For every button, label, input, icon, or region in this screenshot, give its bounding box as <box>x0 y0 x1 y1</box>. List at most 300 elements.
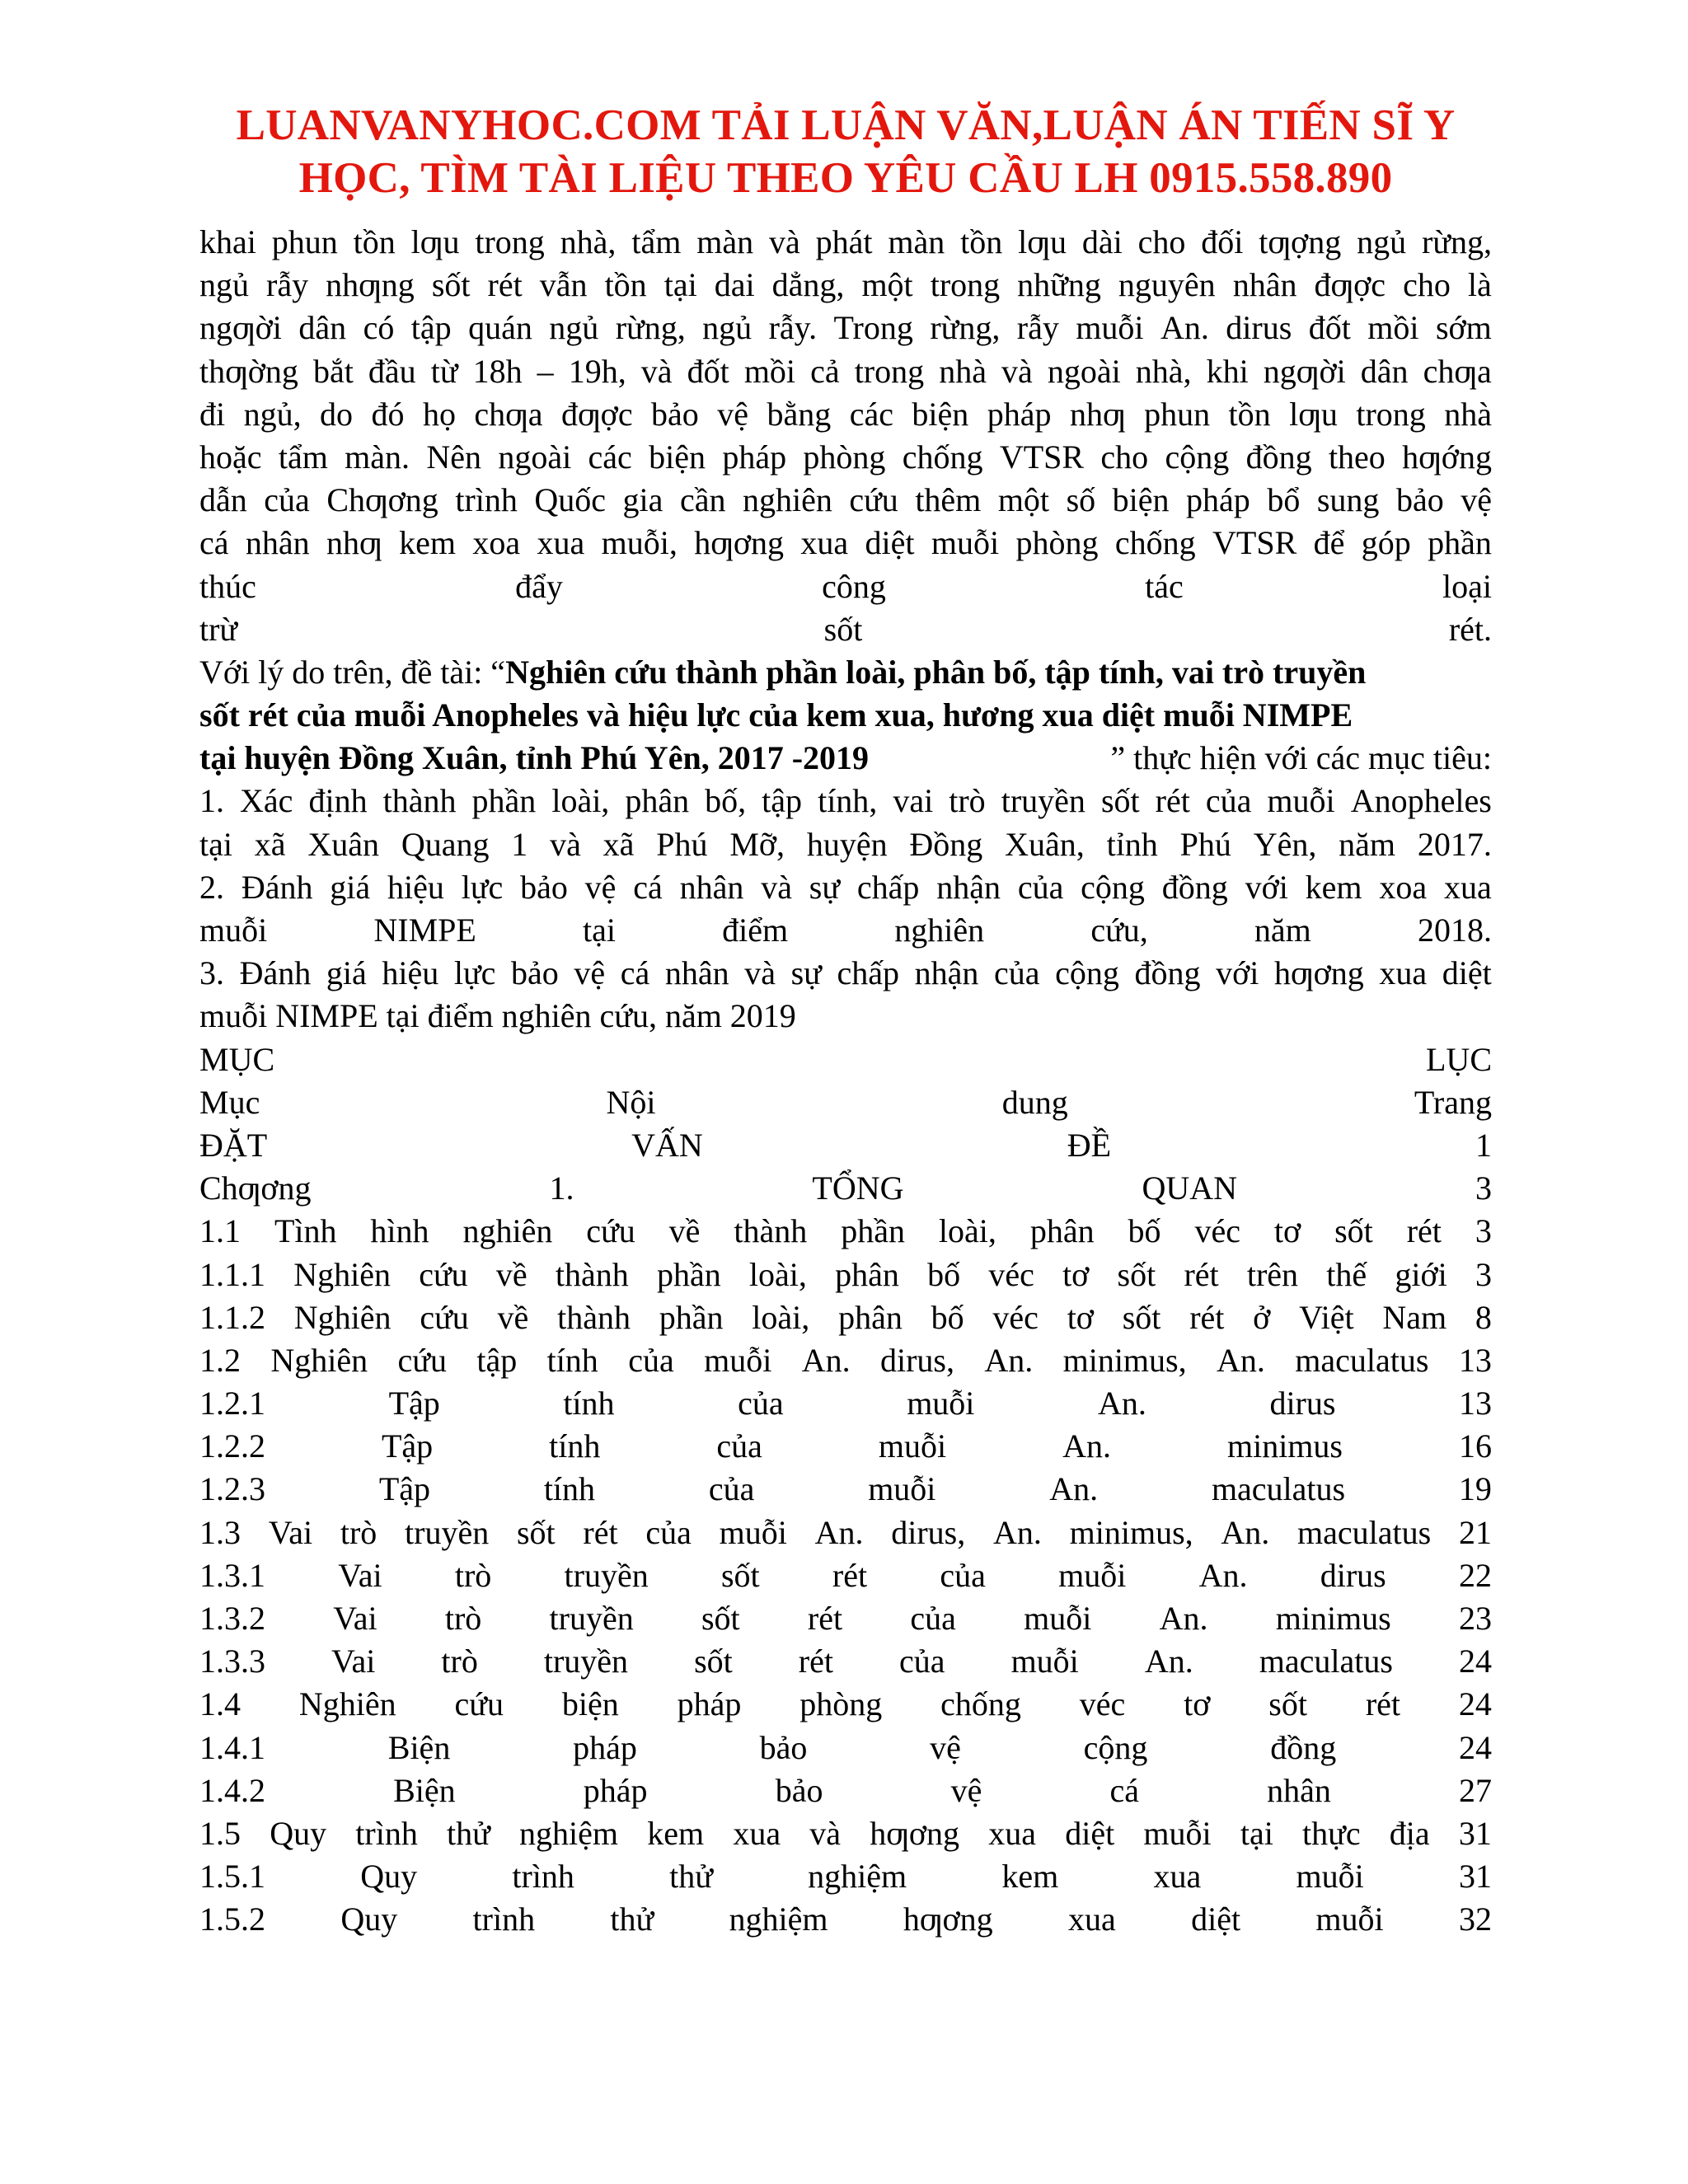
word: nhà, <box>1135 352 1192 390</box>
word: tại <box>1240 1814 1273 1852</box>
word: có <box>363 309 395 347</box>
word: phòng <box>1015 524 1099 562</box>
topic-title-part-2: sốt rét của muỗi Anopheles và hiệu lực của kem xua, hương xua diệt muỗi NIMPE <box>199 696 1353 734</box>
word: đồng <box>1245 438 1312 476</box>
word: 1.2.3 <box>199 1470 265 1508</box>
word: minimus, <box>1062 1341 1187 1379</box>
word: Nghiên <box>293 1298 392 1336</box>
word: maculatus <box>1297 1513 1432 1551</box>
word: muỗi <box>1143 1814 1212 1852</box>
word: 13 <box>1459 1385 1492 1422</box>
word: bắt <box>312 352 354 390</box>
word: thành <box>557 1298 631 1336</box>
word: rừng, <box>1421 223 1492 260</box>
word: Nghiên <box>298 1685 396 1723</box>
word: đồng <box>1161 868 1228 906</box>
word: đồng <box>1270 1728 1337 1766</box>
word: sốt <box>1117 1255 1156 1293</box>
table-of-contents <box>199 1038 1492 1942</box>
word: xua <box>733 1814 781 1852</box>
word: pháp <box>1186 481 1250 519</box>
word: của <box>628 1341 674 1379</box>
word: dân <box>298 309 347 347</box>
word: nhà <box>1444 395 1492 433</box>
word: bố <box>931 1298 964 1336</box>
word: An. <box>814 1513 864 1551</box>
word: phân <box>835 1255 899 1293</box>
topic-statement <box>199 651 1492 780</box>
word: 22 <box>1458 1556 1492 1594</box>
word: xoa <box>1379 868 1428 906</box>
word: cá <box>633 868 663 906</box>
word: các <box>588 438 632 476</box>
word: cần <box>679 481 726 519</box>
word: 3 <box>1475 1212 1492 1250</box>
word: thêm <box>915 481 982 519</box>
word: ngủ <box>1357 223 1407 260</box>
toc-row <box>199 1167 1492 1210</box>
word: loài, <box>938 1212 996 1250</box>
word: vệ <box>584 868 617 906</box>
word: rét <box>1155 782 1190 820</box>
word: bảo <box>520 868 568 906</box>
word: hƣơng <box>903 1900 993 1938</box>
word: loại <box>1442 567 1492 605</box>
word: tập <box>762 782 803 820</box>
word: tập <box>476 1341 518 1379</box>
word: muỗi <box>704 1341 772 1379</box>
word: ở <box>1253 1298 1271 1336</box>
word: loài, <box>752 1298 810 1336</box>
watermark-header <box>199 99 1492 204</box>
word: sốt <box>1100 782 1140 820</box>
word: trình <box>355 1814 418 1852</box>
word: ngƣời <box>199 309 282 347</box>
word: rừng, <box>930 309 1001 347</box>
word: trò <box>949 782 986 820</box>
word: An. <box>1198 1556 1248 1594</box>
word: nhƣ <box>1069 395 1126 433</box>
word: của <box>738 1385 784 1422</box>
word: Tập <box>388 1385 440 1422</box>
word: của <box>645 1513 692 1551</box>
objective-line <box>199 780 1492 823</box>
word: Quy <box>270 1814 327 1852</box>
word: biện <box>912 395 969 433</box>
toc-row <box>199 1683 1492 1726</box>
word: 1.3 <box>199 1513 241 1551</box>
word: cá <box>199 524 229 562</box>
word: minimus, <box>1069 1513 1193 1551</box>
word: và <box>761 868 792 906</box>
word: maculatus <box>1295 1341 1429 1379</box>
word: chƣa <box>1423 352 1492 390</box>
word: phần <box>659 1298 724 1336</box>
word: và <box>640 352 673 390</box>
word: 1.3.1 <box>199 1556 265 1594</box>
toc-row <box>199 1727 1492 1769</box>
word: mồi <box>743 352 796 390</box>
word: sốt <box>720 1556 760 1594</box>
word: màn. <box>345 438 410 476</box>
word: Phú <box>1179 825 1231 863</box>
word: ngoài <box>1047 352 1121 390</box>
word: Nên <box>426 438 481 476</box>
word: tại <box>199 825 232 863</box>
word: phần <box>1428 524 1492 562</box>
word: – <box>537 352 554 390</box>
word: tơ <box>1067 1298 1094 1336</box>
word: chống <box>902 438 983 476</box>
word: tính <box>546 1341 598 1379</box>
word: trừ <box>199 610 238 648</box>
word: đi <box>199 395 226 433</box>
word: véc <box>1079 1685 1126 1723</box>
word: thử <box>447 1814 490 1852</box>
word: chƣa <box>474 395 543 433</box>
word: tồn <box>1228 395 1271 433</box>
word: thế <box>1326 1255 1367 1293</box>
word: sốt <box>1268 1685 1307 1723</box>
word: véc <box>1194 1212 1240 1250</box>
word: của <box>899 1643 945 1680</box>
word: An. <box>992 1513 1042 1551</box>
word: hiệu <box>382 954 439 992</box>
word: ĐẶT <box>199 1126 268 1164</box>
toc-row <box>199 1382 1492 1425</box>
word: sốt <box>516 1513 556 1551</box>
topic-outro: ” thực hiện với các mục tiêu: <box>1110 739 1492 777</box>
word: dirus <box>1269 1385 1336 1422</box>
word: cứu <box>397 1341 447 1379</box>
word: diệt <box>1065 1814 1115 1852</box>
word: nghiệm <box>519 1814 619 1852</box>
objective-line <box>199 952 1492 995</box>
word: chấp <box>856 868 920 906</box>
toc-row <box>199 1898 1492 1941</box>
word: 1. <box>549 1169 574 1207</box>
word: ngoài <box>498 438 572 476</box>
paragraph-line <box>199 264 1492 307</box>
word: địa <box>1389 1814 1430 1852</box>
word: là <box>1467 266 1492 304</box>
word: cứu <box>586 1212 635 1250</box>
word: 24 <box>1458 1643 1492 1680</box>
word: vệ <box>717 395 749 433</box>
toc-row <box>199 1769 1492 1812</box>
word: theo <box>1328 438 1386 476</box>
word: cứu <box>849 481 898 519</box>
word: rét <box>1184 1255 1219 1293</box>
word: truyền <box>405 1513 490 1551</box>
word: xua <box>1379 954 1428 992</box>
word: khi <box>1206 352 1249 390</box>
word: rét <box>807 1600 843 1637</box>
word: bảo <box>651 395 699 433</box>
word: rẫy. <box>768 309 818 347</box>
word: sốt <box>1122 1298 1161 1336</box>
word: bổ <box>1267 481 1301 519</box>
word: xua <box>1153 1858 1202 1896</box>
word: bố <box>1128 1212 1161 1250</box>
paragraph-line <box>199 350 1492 393</box>
word: và <box>809 1814 842 1852</box>
word: minimus <box>1275 1600 1391 1637</box>
word: diệt <box>1442 954 1492 992</box>
word: công <box>822 567 886 605</box>
word: 31 <box>1458 1814 1492 1852</box>
word: 1.4.2 <box>199 1771 265 1809</box>
word: với <box>1245 868 1288 906</box>
word: đó <box>371 395 405 433</box>
word: 21 <box>1458 1513 1492 1551</box>
word: Biện <box>387 1728 451 1766</box>
word: trong <box>475 223 545 260</box>
word: rừng, <box>615 309 686 347</box>
word: khai <box>199 223 256 260</box>
word: ngủ <box>549 309 599 347</box>
word: xua <box>988 1814 1037 1852</box>
word: kem <box>1305 868 1362 906</box>
word: cho <box>1403 266 1451 304</box>
word: sốt <box>431 266 471 304</box>
word: 2018. <box>1417 912 1492 949</box>
word: đốt <box>1308 309 1351 347</box>
word: LỤC <box>1426 1040 1492 1078</box>
word: 18h <box>472 352 523 390</box>
word: đối <box>1201 223 1244 260</box>
word: của <box>1205 782 1252 820</box>
word: 1.3.2 <box>199 1600 265 1637</box>
word: Quốc <box>534 481 607 519</box>
word: phòng <box>799 1685 883 1723</box>
word: QUAN <box>1142 1169 1237 1207</box>
word: với <box>1216 954 1259 992</box>
word: maculatus <box>1211 1470 1346 1508</box>
word: minimus <box>1226 1427 1343 1465</box>
word: Đánh <box>241 868 313 906</box>
word: 19 <box>1458 1470 1492 1508</box>
word: tính, <box>818 782 878 820</box>
paragraph-line <box>199 307 1492 349</box>
word: Quy <box>360 1858 418 1896</box>
word: Vai <box>333 1600 377 1637</box>
word: 3 <box>1475 1255 1492 1293</box>
word: muỗi <box>719 1513 787 1551</box>
word: phòng <box>803 438 886 476</box>
word: muỗi <box>1315 1900 1384 1938</box>
word: về <box>497 1298 529 1336</box>
word: trong <box>1356 395 1426 433</box>
objectives-list <box>199 780 1492 1038</box>
word: rẫy <box>266 266 309 304</box>
word: 19h, <box>568 352 626 390</box>
word: xua <box>1068 1900 1116 1938</box>
word: phân <box>838 1298 903 1336</box>
word: năm <box>1254 912 1311 949</box>
word: bằng <box>767 395 832 433</box>
word: một <box>997 481 1050 519</box>
word: rét <box>1365 1685 1401 1723</box>
word: Phú <box>656 825 708 863</box>
word: nhƣ <box>326 524 382 562</box>
word: hƣớng <box>1402 438 1492 476</box>
word: kem <box>399 524 456 562</box>
word: vẫn <box>539 266 588 304</box>
word: Chƣơng <box>199 1169 312 1207</box>
word: phần <box>471 782 537 820</box>
word: lực <box>461 868 504 906</box>
word: 1.2 <box>199 1341 241 1379</box>
word: các <box>849 395 893 433</box>
word: Xuân <box>307 825 380 863</box>
word: cứu <box>419 1255 468 1293</box>
word: Nghiên <box>293 1255 391 1293</box>
word: và <box>550 825 581 863</box>
word: vệ <box>1461 481 1492 519</box>
word: Mỡ, <box>729 825 785 863</box>
toc-row <box>199 1254 1492 1296</box>
word: nhân <box>679 868 744 906</box>
word: 1 <box>1475 1126 1492 1164</box>
word: xã <box>603 825 635 863</box>
word: chống <box>1114 524 1196 562</box>
word: thử <box>669 1858 713 1896</box>
word: tƣợng <box>1259 223 1342 260</box>
word: rét <box>1189 1298 1225 1336</box>
word: 1.4 <box>199 1685 241 1723</box>
word: An. <box>1217 1341 1265 1379</box>
word: những <box>1017 266 1101 304</box>
topic-title-part-1: Nghiên cứu thành phần loài, phân bố, tập tính, vai trò truyền <box>505 653 1367 691</box>
word: NIMPE <box>373 912 476 949</box>
word: maculatus <box>1259 1643 1393 1680</box>
word: cho <box>1100 438 1149 476</box>
word: tính <box>543 1470 596 1508</box>
word: vai <box>893 782 934 820</box>
word: An. <box>1159 1600 1208 1637</box>
word: do <box>320 395 354 433</box>
word: nhân <box>664 954 729 992</box>
word: hình <box>370 1212 429 1250</box>
word: dân <box>1360 352 1409 390</box>
word: Việt <box>1299 1298 1354 1336</box>
word: phân <box>1029 1212 1095 1250</box>
word: pháp <box>583 1771 648 1809</box>
word: bố, <box>705 782 747 820</box>
word: dẳng, <box>771 266 845 304</box>
word: TỔNG <box>812 1169 904 1207</box>
word: 1. <box>199 782 224 820</box>
word: và <box>744 954 776 992</box>
toc-row <box>199 1511 1492 1554</box>
paragraph-line <box>199 608 1492 651</box>
word: năm <box>1339 825 1396 863</box>
word: VTSR <box>1212 524 1297 562</box>
word: thử <box>610 1900 654 1938</box>
word: sốt <box>1334 1212 1373 1250</box>
word: tẩm <box>278 438 328 476</box>
word: Xuân, <box>1005 825 1085 863</box>
word: một <box>861 266 913 304</box>
word: nhân <box>1232 266 1297 304</box>
word: vệ <box>574 954 606 992</box>
word: diệt <box>1191 1900 1241 1938</box>
word: cho <box>1137 223 1186 260</box>
word: truyền <box>549 1600 634 1637</box>
word: pháp <box>573 1728 637 1766</box>
word: lƣu <box>1018 223 1067 260</box>
word: Quy <box>340 1900 398 1938</box>
word: loài, <box>551 782 610 820</box>
word: tơ <box>1184 1685 1211 1723</box>
word: 8 <box>1475 1298 1492 1336</box>
word: nguyên <box>1118 266 1216 304</box>
word: nghiên <box>462 1212 553 1250</box>
paragraph-line <box>199 221 1492 264</box>
word: cộng <box>1055 954 1119 992</box>
word: sự <box>809 868 841 906</box>
word: pháp <box>987 395 1052 433</box>
word: muỗi <box>931 524 1000 562</box>
word: gia <box>622 481 663 519</box>
word: góp <box>1361 524 1411 562</box>
word: trò <box>441 1643 478 1680</box>
word: lƣu <box>410 223 460 260</box>
word: của <box>993 954 1040 992</box>
topic-intro: Với lý do trên, đề tài: “ <box>199 653 506 691</box>
word: cộng <box>1081 868 1145 906</box>
word: ngủ <box>199 266 249 304</box>
word: 1.5.2 <box>199 1900 265 1938</box>
word: Vai <box>338 1556 382 1594</box>
word: chấp <box>837 954 899 992</box>
toc-row <box>199 1597 1492 1640</box>
word: tính <box>563 1385 615 1422</box>
word: huyện <box>806 825 888 863</box>
word: 3. <box>199 954 224 992</box>
word: Yên, <box>1253 825 1317 863</box>
word: 2. <box>199 868 224 906</box>
word: 2017. <box>1417 825 1492 863</box>
word: tại <box>663 266 697 304</box>
word: 1.1.1 <box>199 1255 265 1293</box>
word: nghiên <box>894 912 985 949</box>
word: An. <box>1049 1470 1099 1508</box>
toc-row <box>199 1855 1492 1898</box>
word: hiệu <box>387 868 444 906</box>
word: MỤC <box>199 1040 275 1078</box>
toc-row <box>199 1425 1492 1468</box>
word: vệ <box>930 1728 961 1766</box>
word: muỗi <box>868 1470 936 1508</box>
word: Vai <box>331 1643 376 1680</box>
toc-row <box>199 1296 1492 1339</box>
word: 1.1.2 <box>199 1298 265 1336</box>
word: véc <box>992 1298 1039 1336</box>
word: rét <box>1406 1212 1442 1250</box>
word: chống <box>940 1685 1021 1723</box>
word: 13 <box>1458 1341 1492 1379</box>
word: từ <box>430 352 458 390</box>
word: loài, <box>748 1255 807 1293</box>
word: trò <box>444 1600 482 1637</box>
word: cứu, <box>1090 912 1148 949</box>
word: sung <box>1316 481 1380 519</box>
word: trên <box>1246 1255 1299 1293</box>
word: của <box>716 1427 762 1465</box>
word: Đồng <box>909 825 983 863</box>
